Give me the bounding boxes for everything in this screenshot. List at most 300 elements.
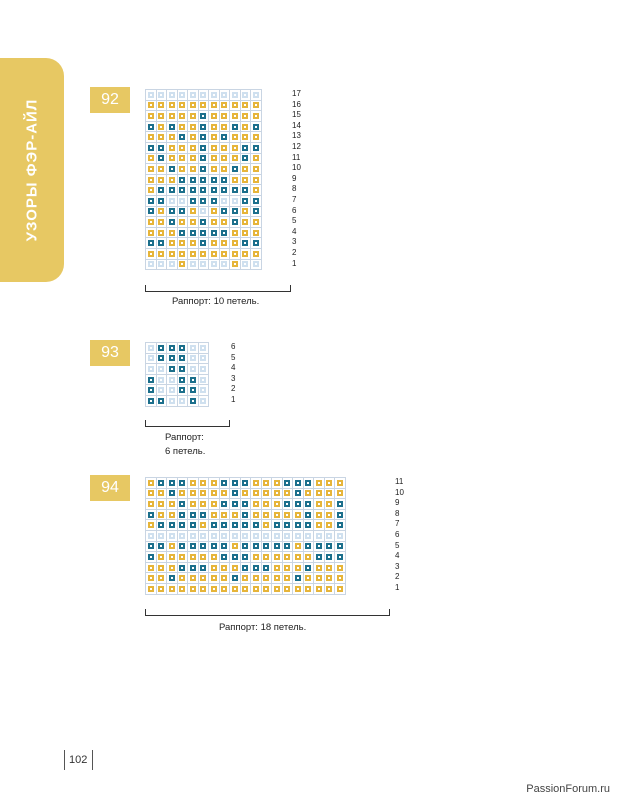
stitch-cell-blue [146, 385, 157, 396]
stitch-symbol [211, 92, 217, 98]
stitch-cell-yellow [241, 584, 252, 595]
stitch-cell-light [157, 90, 168, 101]
stitch-symbol [179, 145, 185, 151]
stitch-cell-light [178, 531, 189, 542]
stitch-cell-blue [199, 510, 210, 521]
stitch-cell-light [262, 531, 273, 542]
stitch-symbol [221, 261, 227, 267]
stitch-cell-blue [272, 542, 283, 553]
stitch-cell-yellow [188, 111, 199, 122]
stitch-symbol [253, 490, 259, 496]
stitch-symbol [326, 490, 332, 496]
stitch-cell-yellow [209, 111, 220, 122]
stitch-symbol [158, 387, 164, 393]
stitch-symbol [242, 102, 248, 108]
stitch-symbol [316, 490, 322, 496]
stitch-symbol [274, 480, 280, 486]
stitch-symbol [179, 187, 185, 193]
stitch-cell-yellow [178, 154, 189, 165]
stitch-cell-yellow [199, 552, 210, 563]
stitch-symbol [211, 155, 217, 161]
stitch-cell-yellow [146, 185, 157, 196]
row-number: 3 [231, 373, 236, 383]
stitch-cell-light [230, 196, 241, 207]
stitch-symbol [190, 377, 196, 383]
stitch-cell-yellow [199, 520, 210, 531]
stitch-cell-blue [220, 185, 231, 196]
stitch-symbol [211, 522, 217, 528]
stitch-symbol [158, 198, 164, 204]
stitch-symbol [169, 377, 175, 383]
stitch-symbol [148, 543, 154, 549]
stitch-symbol [242, 187, 248, 193]
stitch-cell-blue [293, 489, 304, 500]
stitch-symbol [200, 261, 206, 267]
stitch-cell-blue [230, 478, 241, 489]
stitch-symbol [242, 198, 248, 204]
stitch-symbol [211, 145, 217, 151]
stitch-symbol [274, 575, 280, 581]
stitch-cell-blue [251, 238, 262, 249]
stitch-cell-light [167, 531, 178, 542]
stitch-symbol [232, 261, 238, 267]
row-number: 1 [231, 394, 236, 404]
stitch-symbol [169, 166, 175, 172]
stitch-cell-yellow [146, 478, 157, 489]
stitch-cell-yellow [251, 164, 262, 175]
stitch-cell-yellow [251, 154, 262, 165]
stitch-symbol [190, 92, 196, 98]
stitch-symbol [148, 134, 154, 140]
stitch-cell-yellow [167, 101, 178, 112]
stitch-symbol [305, 522, 311, 528]
stitch-cell-yellow [146, 489, 157, 500]
stitch-symbol [221, 522, 227, 528]
stitch-symbol [232, 586, 238, 592]
stitch-cell-light [188, 354, 199, 365]
stitch-cell-yellow [209, 499, 220, 510]
stitch-cell-yellow [199, 489, 210, 500]
stitch-symbol [232, 575, 238, 581]
stitch-cell-light [251, 90, 262, 101]
section-tab-title: УЗОРЫ ФЭР-АЙЛ [23, 98, 41, 242]
stitch-cell-blue [220, 520, 231, 531]
pattern-92-chart [145, 89, 262, 270]
stitch-cell-yellow [220, 143, 231, 154]
stitch-symbol [200, 366, 206, 372]
stitch-symbol [190, 586, 196, 592]
pattern-92-caption: Раппорт: 10 петель. [172, 296, 260, 307]
stitch-symbol [242, 554, 248, 560]
stitch-cell-light [335, 531, 346, 542]
stitch-symbol [148, 522, 154, 528]
stitch-symbol [169, 355, 175, 361]
stitch-symbol [305, 480, 311, 486]
stitch-symbol [263, 543, 269, 549]
stitch-cell-yellow [241, 132, 252, 143]
stitch-cell-blue [251, 122, 262, 133]
stitch-cell-blue [178, 207, 189, 218]
stitch-cell-blue [188, 563, 199, 574]
stitch-symbol [221, 155, 227, 161]
stitch-symbol [169, 533, 175, 539]
stitch-symbol [148, 219, 154, 225]
stitch-cell-light [157, 375, 168, 386]
stitch-cell-yellow [251, 111, 262, 122]
stitch-symbol [253, 187, 259, 193]
pattern-number-92: 92 [90, 87, 130, 113]
stitch-symbol [148, 208, 154, 214]
stitch-cell-blue [209, 520, 220, 531]
stitch-symbol [221, 543, 227, 549]
stitch-symbol [148, 345, 154, 351]
stitch-cell-blue [157, 478, 168, 489]
stitch-symbol [169, 198, 175, 204]
row-number: 6 [231, 342, 236, 351]
stitch-symbol [179, 543, 185, 549]
row-number: 6 [292, 205, 297, 215]
stitch-symbol [232, 501, 238, 507]
stitch-symbol [284, 554, 290, 560]
stitch-symbol [326, 501, 332, 507]
stitch-symbol [179, 565, 185, 571]
stitch-symbol [190, 522, 196, 528]
stitch-symbol [200, 219, 206, 225]
stitch-symbol [221, 490, 227, 496]
stitch-symbol [242, 166, 248, 172]
stitch-symbol [148, 177, 154, 183]
stitch-symbol [221, 480, 227, 486]
stitch-symbol [232, 512, 238, 518]
stitch-symbol [179, 345, 185, 351]
stitch-symbol [295, 522, 301, 528]
stitch-cell-light [157, 385, 168, 396]
stitch-cell-blue [146, 510, 157, 521]
stitch-symbol [284, 512, 290, 518]
pattern-94-chart [145, 477, 346, 595]
row-number: 5 [395, 540, 400, 550]
stitch-symbol [200, 102, 206, 108]
stitch-cell-light [157, 531, 168, 542]
stitch-cell-yellow [157, 510, 168, 521]
stitch-symbol [211, 230, 217, 236]
stitch-cell-light [241, 531, 252, 542]
stitch-symbol [274, 533, 280, 539]
stitch-cell-blue [178, 175, 189, 186]
stitch-cell-yellow [178, 249, 189, 260]
stitch-cell-yellow [262, 520, 273, 531]
stitch-cell-yellow [262, 552, 273, 563]
row-number: 8 [395, 508, 400, 518]
stitch-cell-yellow [335, 478, 346, 489]
stitch-cell-yellow [272, 489, 283, 500]
stitch-cell-blue [262, 542, 273, 553]
stitch-symbol [284, 522, 290, 528]
stitch-cell-light [199, 207, 210, 218]
stitch-cell-blue [178, 510, 189, 521]
stitch-cell-blue [209, 185, 220, 196]
stitch-cell-yellow [146, 217, 157, 228]
stitch-symbol [337, 543, 343, 549]
stitch-cell-yellow [251, 185, 262, 196]
stitch-symbol [179, 501, 185, 507]
stitch-symbol [148, 261, 154, 267]
stitch-cell-yellow [314, 573, 325, 584]
stitch-cell-yellow [314, 499, 325, 510]
stitch-cell-blue [199, 122, 210, 133]
stitch-symbol [179, 575, 185, 581]
stitch-symbol [190, 345, 196, 351]
stitch-cell-blue [304, 563, 315, 574]
row-number: 4 [231, 363, 236, 373]
stitch-cell-light [272, 531, 283, 542]
stitch-symbol [221, 501, 227, 507]
stitch-cell-light [167, 375, 178, 386]
stitch-cell-blue [178, 542, 189, 553]
stitch-cell-blue [178, 520, 189, 531]
stitch-symbol [158, 575, 164, 581]
stitch-symbol [316, 533, 322, 539]
stitch-cell-yellow [157, 217, 168, 228]
stitch-cell-blue [283, 478, 294, 489]
stitch-symbol [232, 565, 238, 571]
stitch-symbol [200, 565, 206, 571]
stitch-symbol [190, 187, 196, 193]
stitch-symbol [158, 251, 164, 257]
stitch-cell-light [157, 364, 168, 375]
stitch-symbol [326, 512, 332, 518]
stitch-cell-yellow [241, 122, 252, 133]
stitch-cell-light [146, 531, 157, 542]
stitch-cell-yellow [209, 164, 220, 175]
stitch-symbol [337, 480, 343, 486]
stitch-symbol [158, 501, 164, 507]
stitch-symbol [158, 187, 164, 193]
stitch-cell-yellow [157, 111, 168, 122]
stitch-cell-yellow [178, 217, 189, 228]
stitch-symbol [242, 480, 248, 486]
stitch-symbol [179, 124, 185, 130]
stitch-symbol [179, 490, 185, 496]
stitch-cell-blue [230, 552, 241, 563]
stitch-symbol [326, 480, 332, 486]
stitch-symbol [253, 533, 259, 539]
stitch-cell-blue [146, 143, 157, 154]
stitch-symbol [158, 398, 164, 404]
stitch-symbol [242, 230, 248, 236]
stitch-symbol [242, 240, 248, 246]
stitch-cell-blue [167, 185, 178, 196]
stitch-cell-blue [304, 478, 315, 489]
stitch-symbol [179, 554, 185, 560]
stitch-symbol [200, 501, 206, 507]
stitch-symbol [158, 261, 164, 267]
stitch-symbol [148, 480, 154, 486]
stitch-symbol [169, 366, 175, 372]
stitch-cell-blue [230, 217, 241, 228]
stitch-symbol [190, 501, 196, 507]
stitch-symbol [200, 398, 206, 404]
stitch-cell-light [304, 531, 315, 542]
stitch-symbol [158, 355, 164, 361]
stitch-cell-blue [178, 478, 189, 489]
stitch-symbol [169, 113, 175, 119]
stitch-cell-yellow [241, 249, 252, 260]
stitch-cell-light [209, 90, 220, 101]
stitch-cell-yellow [188, 154, 199, 165]
stitch-symbol [158, 230, 164, 236]
stitch-cell-blue [293, 520, 304, 531]
stitch-cell-yellow [304, 552, 315, 563]
stitch-cell-yellow [335, 489, 346, 500]
stitch-symbol [253, 251, 259, 257]
stitch-symbol [148, 240, 154, 246]
stitch-symbol [200, 113, 206, 119]
stitch-symbol [158, 124, 164, 130]
stitch-cell-yellow [188, 122, 199, 133]
stitch-symbol [284, 565, 290, 571]
stitch-symbol [253, 92, 259, 98]
stitch-cell-yellow [272, 563, 283, 574]
stitch-symbol [232, 113, 238, 119]
stitch-cell-yellow [220, 238, 231, 249]
stitch-cell-yellow [314, 520, 325, 531]
stitch-cell-blue [241, 563, 252, 574]
stitch-symbol [179, 261, 185, 267]
stitch-cell-yellow [178, 584, 189, 595]
stitch-cell-blue [241, 542, 252, 553]
stitch-cell-yellow [146, 573, 157, 584]
stitch-symbol [200, 490, 206, 496]
stitch-symbol [158, 522, 164, 528]
stitch-symbol [200, 92, 206, 98]
stitch-cell-blue [167, 354, 178, 365]
stitch-symbol [200, 155, 206, 161]
stitch-symbol [179, 251, 185, 257]
stitch-symbol [242, 251, 248, 257]
stitch-symbol [274, 586, 280, 592]
stitch-cell-blue [230, 573, 241, 584]
stitch-cell-yellow [178, 143, 189, 154]
stitch-cell-yellow [188, 584, 199, 595]
stitch-cell-yellow [251, 101, 262, 112]
stitch-symbol [263, 533, 269, 539]
stitch-symbol [148, 490, 154, 496]
stitch-symbol [253, 177, 259, 183]
stitch-symbol [200, 575, 206, 581]
stitch-symbol [158, 113, 164, 119]
stitch-symbol [200, 355, 206, 361]
stitch-symbol [190, 533, 196, 539]
stitch-cell-yellow [314, 584, 325, 595]
stitch-symbol [263, 480, 269, 486]
stitch-cell-yellow [304, 584, 315, 595]
stitch-symbol [295, 565, 301, 571]
stitch-cell-blue [220, 499, 231, 510]
stitch-cell-blue [178, 185, 189, 196]
stitch-cell-yellow [157, 228, 168, 239]
stitch-cell-yellow [188, 573, 199, 584]
row-number: 9 [395, 498, 400, 508]
stitch-symbol [179, 166, 185, 172]
stitch-cell-yellow [293, 584, 304, 595]
stitch-cell-blue [199, 563, 210, 574]
row-number: 2 [231, 384, 236, 394]
stitch-symbol [148, 124, 154, 130]
stitch-symbol [295, 480, 301, 486]
stitch-cell-yellow [209, 207, 220, 218]
stitch-cell-blue [241, 196, 252, 207]
stitch-symbol [190, 124, 196, 130]
stitch-cell-blue [188, 510, 199, 521]
stitch-cell-yellow [230, 563, 241, 574]
stitch-symbol [242, 134, 248, 140]
stitch-cell-blue [209, 228, 220, 239]
stitch-cell-yellow [230, 510, 241, 521]
stitch-cell-yellow [251, 552, 262, 563]
stitch-cell-yellow [293, 552, 304, 563]
stitch-cell-blue [304, 499, 315, 510]
stitch-symbol [158, 565, 164, 571]
stitch-cell-blue [146, 238, 157, 249]
stitch-symbol [284, 480, 290, 486]
stitch-cell-yellow [157, 552, 168, 563]
stitch-symbol [263, 522, 269, 528]
stitch-symbol [169, 565, 175, 571]
stitch-symbol [253, 113, 259, 119]
stitch-symbol [232, 198, 238, 204]
stitch-cell-yellow [230, 175, 241, 186]
stitch-symbol [200, 145, 206, 151]
stitch-symbol [158, 366, 164, 372]
stitch-cell-blue [199, 175, 210, 186]
stitch-cell-light [178, 396, 189, 407]
stitch-symbol [242, 543, 248, 549]
stitch-cell-light [199, 531, 210, 542]
row-number: 7 [292, 194, 297, 204]
page-number-rule [64, 750, 65, 770]
stitch-cell-light [146, 364, 157, 375]
stitch-cell-yellow [230, 132, 241, 143]
stitch-cell-yellow [283, 552, 294, 563]
stitch-symbol [211, 113, 217, 119]
stitch-cell-light [209, 531, 220, 542]
stitch-symbol [305, 543, 311, 549]
row-number: 15 [292, 110, 301, 120]
stitch-symbol [274, 565, 280, 571]
stitch-cell-blue [157, 354, 168, 365]
stitch-symbol [148, 586, 154, 592]
stitch-symbol [211, 198, 217, 204]
stitch-cell-blue [272, 520, 283, 531]
stitch-cell-blue [199, 111, 210, 122]
stitch-cell-blue [188, 196, 199, 207]
stitch-symbol [148, 251, 154, 257]
stitch-symbol [190, 219, 196, 225]
stitch-cell-light [251, 531, 262, 542]
stitch-cell-yellow [325, 563, 336, 574]
stitch-cell-yellow [241, 228, 252, 239]
stitch-cell-yellow [146, 499, 157, 510]
stitch-cell-blue [314, 552, 325, 563]
stitch-symbol [242, 490, 248, 496]
stitch-cell-yellow [241, 573, 252, 584]
stitch-symbol [190, 113, 196, 119]
repeat-bracket [145, 420, 230, 427]
stitch-symbol [295, 554, 301, 560]
stitch-symbol [242, 145, 248, 151]
stitch-symbol [148, 155, 154, 161]
